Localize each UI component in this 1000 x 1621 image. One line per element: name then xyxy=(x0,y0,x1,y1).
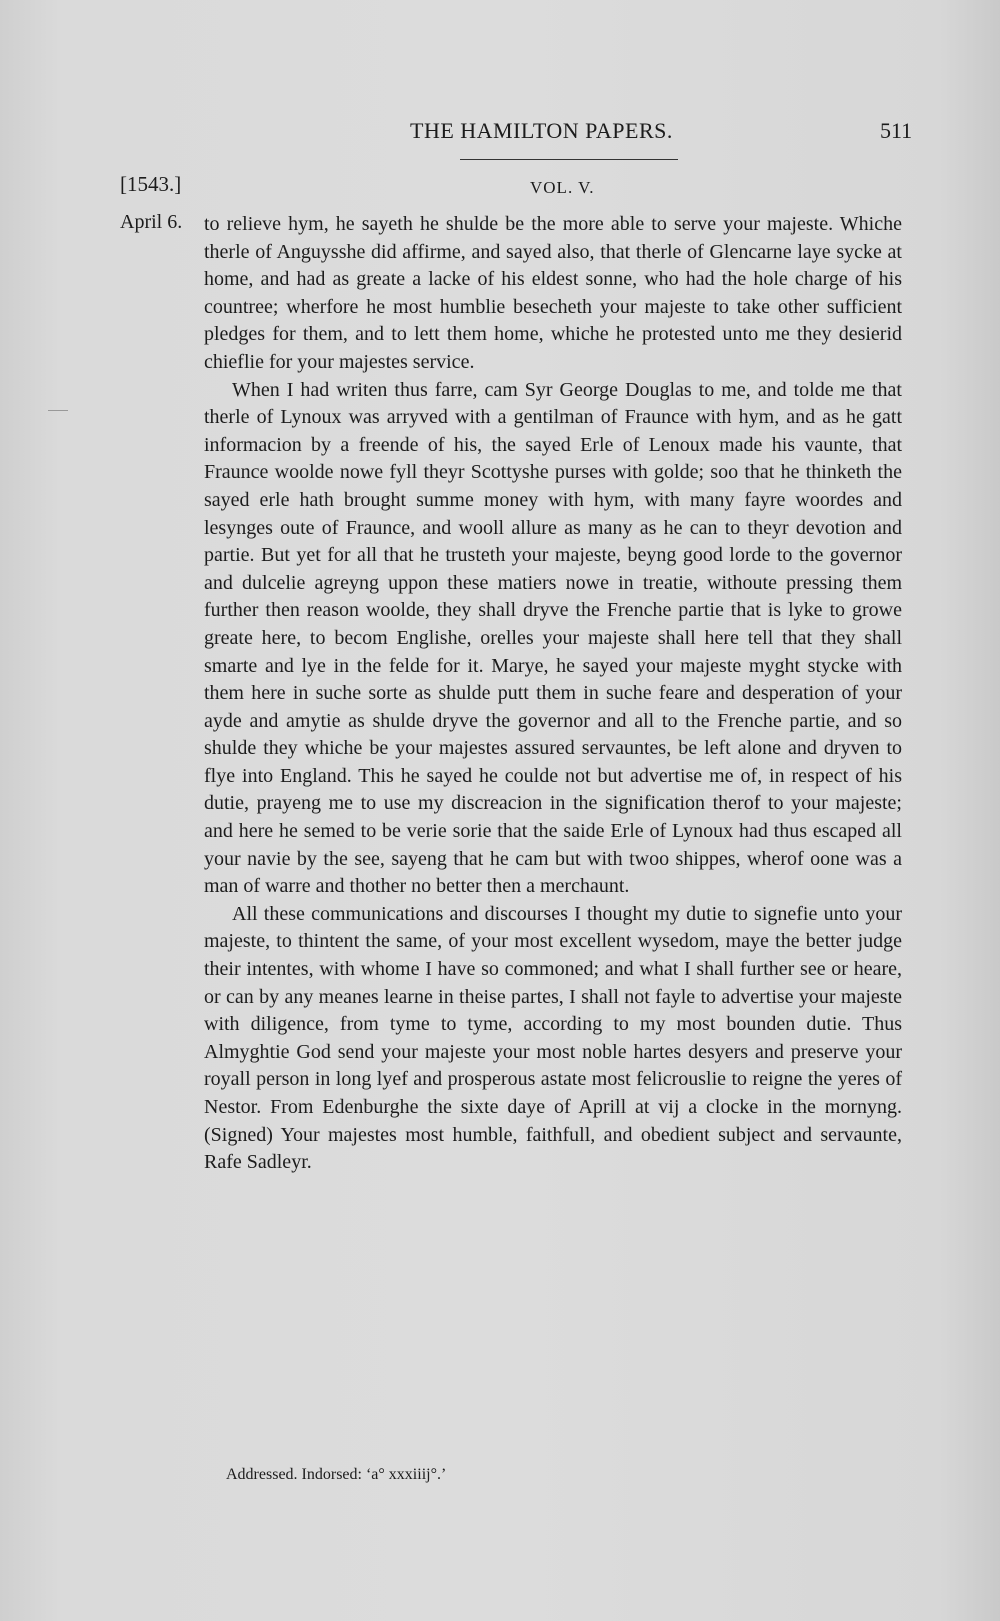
endorsement-note: Addressed. Indorsed: ‘a° xxxiiij°.’ xyxy=(226,1466,447,1483)
header-rule xyxy=(460,159,678,160)
volume-label: VOL. V. xyxy=(530,178,595,197)
margin-date: April 6. xyxy=(120,211,183,233)
margin-mark xyxy=(48,410,68,411)
paragraph-3: All these communications and discourses I thought my dutie to signefie unto your majeste, to thintent the same, of your most excellent wysedom, maye the better judge their intentes, with whome I have so commoned; and what I shall further see or heare, or can by any meanes learne in theise partes, I shall not fayle to advertise your majeste with diligence, from tyme to tyme, according to my most bounden dutie. Thus Almyghtie God send your majeste your most noble hartes desyers and preserve your royall person in long lyef and prosperous astate most felicrouslie to reigne the yeres of Nestor. From Edenburghe the sixte daye of Aprill at vij a clocke in the mornyng. (Signed) Your majestes most humble, faithfull, and obedient subject and servaunte, Rafe Sadleyr. xyxy=(204,902,902,1174)
running-title: THE HAMILTON PAPERS. xyxy=(410,118,673,143)
paragraph-1: to relieve hym, he sayeth he shulde be the more able to serve your majeste. Whiche therle of Anguysshe did affirme, and sayed also, that therle of Glencarne laye sycke at home, and had as greate a lacke of his eldest sonne, who had the hole charge of his countree; wherfore he most humblie besecheth your majeste to take other sufficient pledges for them, and to lett them home, whiche he protested unto me they desierid chieflie for your majestes service. xyxy=(204,213,902,373)
letter-body xyxy=(204,211,902,1177)
year-label: [1543.] xyxy=(120,172,182,196)
page-number: 511 xyxy=(880,118,913,143)
paragraph-2: When I had writen thus farre, cam Syr George Douglas to me, and tolde me that therle of Lynoux was arryved with a gentilman of Fraunce with hym, and as he gatt informacion by a freende of his, the sayed Erle of Lenoux made his vaunte, that Fraunce woolde nowe fyll theyr Scottyshe purses with golde; soo that he thinketh the sayed erle hath brought summe money with hym, with many fayre woordes and lesynges oute of Fraunce, and wooll allure as many as he can to theyr devotion and partie. But yet for all that he trusteth your majeste, beyng good lorde to the governor and dulcelie agreyng uppon these matiers nowe in treatie, withoute pressing them further then reason woolde, they shall dryve the Frenche partie that is lyke to growe greate here, to becom Englishe, orelles your majeste shall here tell that they shall smarte and lye in the felde for it. Marye, he sayed your majeste myght stycke with them here in suche sorte as shulde putt them in suche feare and desperation of your ayde and amytie as shulde dryve the governor and all to the Frenche partie, and so shulde they whiche be your majestes assured servauntes, be left alone and dryven to flye into England. This he sayed he coulde not but advertise me of, in respect of his dutie, prayeng me to use my discreacion in the signification therof to your majeste; and here he semed to be verie sorie that the saide Erle of Lynoux had thus escaped all your navie by the see, sayeng that he cam but with twoo shippes, wherof oone was a man of warre and thother no better then a merchaunt. xyxy=(204,378,902,898)
running-head xyxy=(0,118,1000,158)
